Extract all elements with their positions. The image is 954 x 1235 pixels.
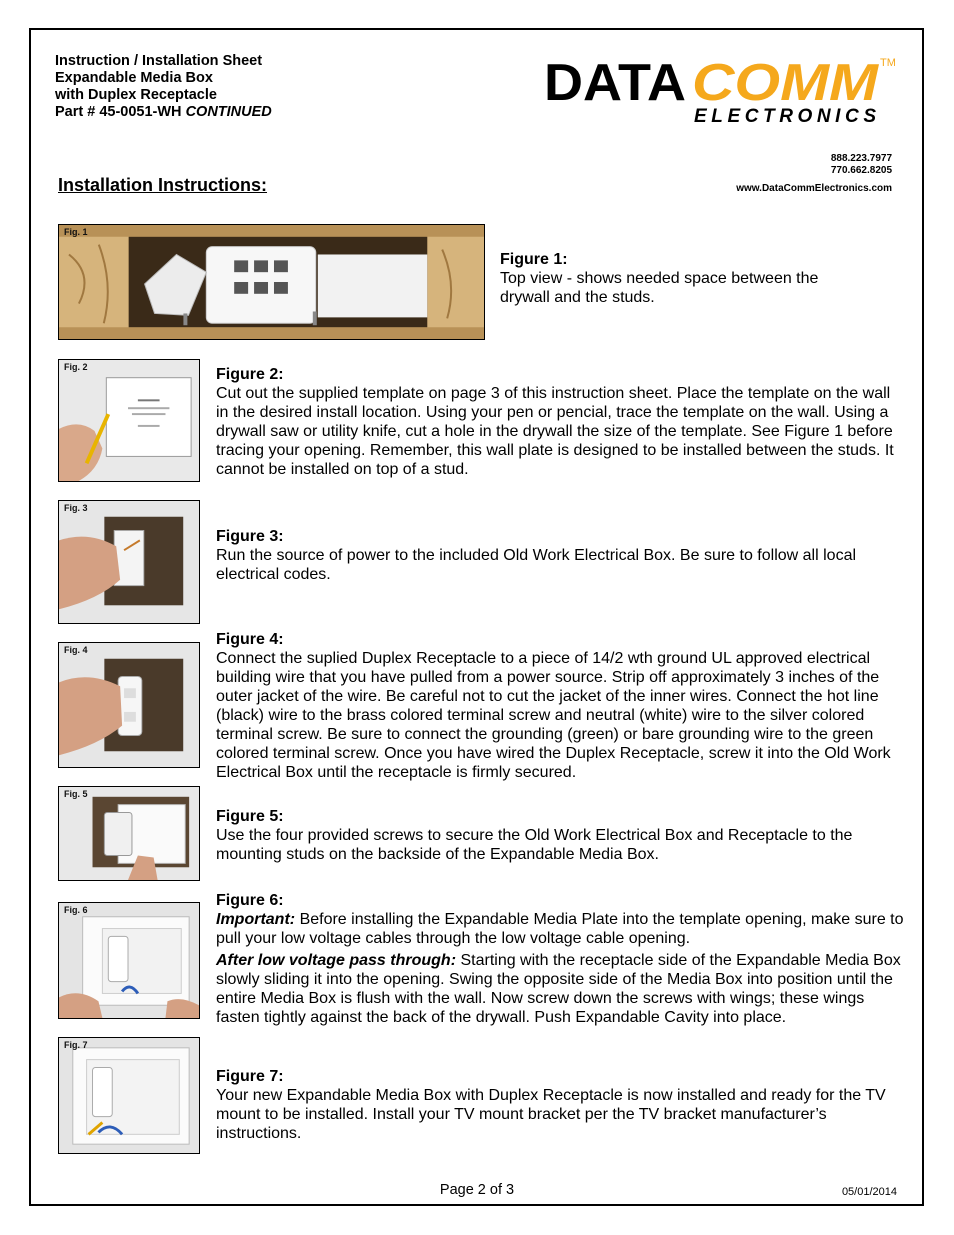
header-product: Expandable Media Box xyxy=(55,70,213,86)
fig-3-illustration xyxy=(59,501,199,623)
fig-5-title: Figure 5: xyxy=(216,808,284,825)
phone-1: 888.223.7977 xyxy=(830,153,892,164)
fig-1-photo xyxy=(58,224,485,340)
fig-3-photo xyxy=(58,500,200,624)
contact-info xyxy=(736,153,892,195)
logo-word-data: DATA xyxy=(544,54,686,112)
fig-4-body: Connect the suplied Duplex Receptacle to a piece of 14/2 wth ground UL approved electrical building wire that you have pulled from a power source. Strip off approximately 3 inches of the outer jacket of the wire. Be careful not to cut the jacket of the inner wires. Connect the hot line (black) wire to the brass colored terminal screw and neutral (white) wire to the silver colored terminal screw. Be sure to connect the grounding (green) or bare grounding wire to the green colored terminal screw. Once you have wired the Duplex Receptacle, screw it into the Old Work Electrical Box until the receptacle is firmly secured. xyxy=(216,650,891,781)
fig-4-title: Figure 4: xyxy=(216,631,284,648)
fig-6-caption xyxy=(216,891,906,1027)
fig-1-caption xyxy=(500,250,860,307)
fig-2-body: Cut out the supplied template on page 3 of this instruction sheet. Place the template on the wall in the desired install location. Using your pen or pencial, trace the template on the wall. Using a drywall saw or utility knife, cut a hole in the drywall the size of the template. See Figure 1 before tracing your opening. Remember, this wall plate is designed to be installed between the studs. It cannot be installed on top of a stud. xyxy=(216,385,894,478)
fig-3-caption xyxy=(216,527,906,584)
header-title: Instruction / Installation Sheet xyxy=(55,53,263,69)
fig-7-label: Fig. 7 xyxy=(64,1040,88,1050)
fig-2-label: Fig. 2 xyxy=(64,362,88,372)
fig-6-important-label: Important: xyxy=(216,911,296,928)
fig-6-illustration xyxy=(59,903,199,1018)
fig-4-illustration xyxy=(59,643,199,767)
fig-5-body: Use the four provided screws to secure the Old Work Electrical Box and Receptacle to the mounting studs on the backside of the Expandable Media Box. xyxy=(216,827,853,863)
section-title: Installation Instructions: xyxy=(58,175,268,195)
fig-6-important-body: Before installing the Expandable Media Plate into the template opening, make sure to pull your low voltage cables through the low voltage cable opening. xyxy=(216,911,904,947)
logo-electronics: ELECTRONICS xyxy=(694,106,876,126)
header-product-sub: with Duplex Receptacle xyxy=(55,87,217,103)
fig-6-pass-label: After low voltage pass through: xyxy=(216,952,457,969)
fig-1-body: Top view - shows needed space between the drywall and the studs. xyxy=(500,270,819,306)
fig-7-body: Your new Expandable Media Box with Duplex Receptacle is now installed and ready for the TV mount to be installed. Install your TV mount bracket per the TV bracket manufacturer’s instructions. xyxy=(216,1087,886,1142)
fig-3-body: Run the source of power to the included Old Work Electrical Box. Be sure to follow all local electrical codes. xyxy=(216,547,857,583)
fig-1-illustration xyxy=(59,225,484,339)
revision-date: 05/01/2014 xyxy=(841,1186,897,1198)
fig-3-title: Figure 3: xyxy=(216,528,284,545)
fig-5-label: Fig. 5 xyxy=(64,789,88,799)
website-link[interactable]: www.DataCommElectronics.com xyxy=(736,183,892,194)
document-header xyxy=(55,53,272,121)
fig-2-illustration xyxy=(59,360,199,481)
page-number: Page 2 of 3 xyxy=(439,1182,515,1198)
fig-6-title: Figure 6: xyxy=(216,892,284,909)
fig-6-important xyxy=(216,910,906,948)
fig-3-label: Fig. 3 xyxy=(64,503,88,513)
fig-5-illustration xyxy=(59,787,199,880)
fig-4-label: Fig. 4 xyxy=(64,645,88,655)
fig-5-caption xyxy=(216,807,906,864)
fig-2-title: Figure 2: xyxy=(216,366,284,383)
part-number: Part # 45-0051-WH xyxy=(55,104,182,120)
fig-2-caption xyxy=(216,365,906,479)
fig-6-pass-through xyxy=(216,951,906,1027)
fig-1-label: Fig. 1 xyxy=(64,227,88,237)
datacomm-logo xyxy=(544,52,900,126)
fig-7-title: Figure 7: xyxy=(216,1068,284,1085)
fig-7-illustration xyxy=(59,1038,199,1153)
fig-2-photo xyxy=(58,359,200,482)
logo-word-comm: COMM xyxy=(692,54,880,112)
fig-6-label: Fig. 6 xyxy=(64,905,88,915)
fig-6-pass-body: Starting with the receptacle side of the Expandable Media Box slowly sliding it into the opening. Swing the opposite side of the Media Box into position until the entire Media Box is flush with the wall. Now screw down the screws with wings; these wings fasten tightly against the back of the drywall. Push Expandable Cavity into place. xyxy=(216,952,901,1026)
fig-4-photo xyxy=(58,642,200,768)
fig-7-caption xyxy=(216,1067,906,1143)
logo-tm: TM xyxy=(880,57,896,69)
fig-5-photo xyxy=(58,786,200,881)
fig-7-photo xyxy=(58,1037,200,1154)
fig-6-photo xyxy=(58,902,200,1019)
fig-1-title: Figure 1: xyxy=(500,251,568,268)
phone-2: 770.662.8205 xyxy=(830,165,892,176)
fig-4-caption xyxy=(216,630,906,782)
header-part-number xyxy=(55,104,272,121)
continued-label: CONTINUED xyxy=(185,104,272,120)
